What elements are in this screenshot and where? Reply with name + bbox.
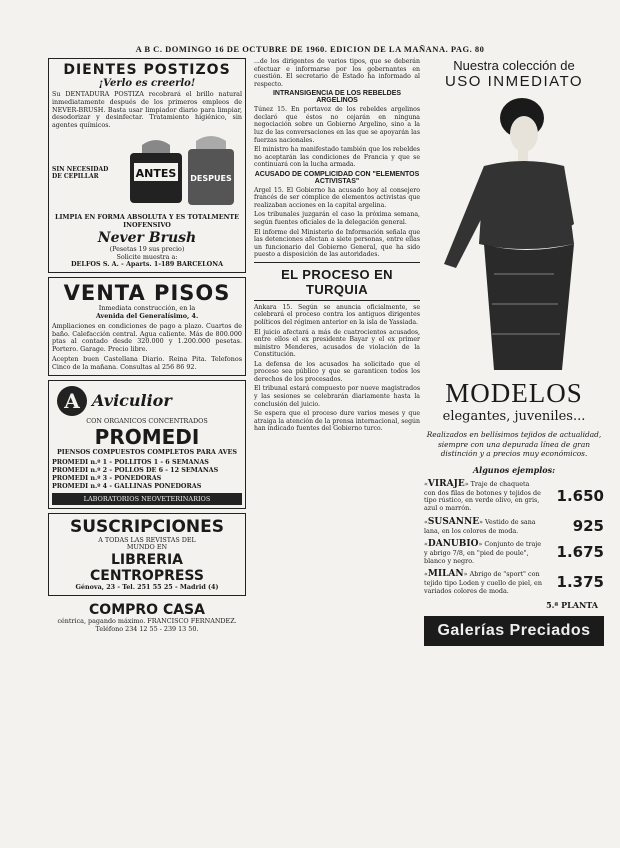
woman-figure-icon (424, 94, 604, 374)
article-paragraph: Túnez 15. En portavoz de los rebeldes argelinos declaró que éstos no cejarán en ninguna negociación sobre un Gobierno Argelino, sino a la luz de las conversaciones en las que se apoyarán las fuerzas nacionales. (254, 106, 420, 144)
product-list (424, 479, 604, 596)
ad-product-name: Never Brush (97, 229, 197, 246)
ad-subtitle: elegantes, juveniles... (442, 409, 586, 424)
left-column (48, 58, 246, 636)
ad-logo-text: Aviculior (92, 391, 172, 411)
article-paragraph: El juicio afectará a más de cuatrocientos acusados, entre ellos el ex presidente Bayar y el ex primer ministro Menderes, acusados de violación de la Constitución. (254, 328, 420, 359)
product-price: 1.375 (556, 573, 604, 592)
product-item (424, 517, 604, 535)
ad-line: céntrica, pagando máximo. FRANCISCO FERNANDEZ. Teléfono 234 12 55 - 239 13 50. (57, 616, 237, 633)
article-paragraph: Los tribunales juzgarán el caso la próxima semana, según fuentes oficiales de la delegación general. (254, 211, 420, 226)
ad-subtitle: ¡Verlo es creerlo! (98, 78, 196, 89)
product-price: 1.650 (556, 486, 604, 505)
ad-product-1: PROMEDI n.º 1 - POLLITOS 1 - 6 SEMANAS (52, 458, 209, 467)
ad-product-4: PROMEDI n.º 4 - GALLINAS PONEDORAS (52, 481, 202, 490)
ad-examples-label: Algunos ejemplos: (472, 464, 556, 475)
product-name: VIRAJE (427, 478, 465, 489)
article-paragraph: La defensa de los acusados ha solicitado que el proceso sea público y que se garanticen todos los derechos de los procesados. (254, 360, 420, 383)
ad-address: DELFOS S. A. - Aparts. 1-189 BARCELONA (70, 260, 224, 269)
product-price: 925 (572, 516, 604, 535)
product-price: 1.675 (556, 543, 604, 562)
ad-floor: 5.ª PLANTA (546, 599, 598, 610)
ad-store-2: CENTROPRESS (90, 568, 204, 585)
ad-address: Génova, 23 - Tel. 251 55 25 - Madrid (4) (75, 583, 219, 592)
article-heading-2: ACUSADO DE COMPLICIDAD CON "ELEMENTOS ACTIVISTAS" (254, 170, 420, 185)
page-header: A B C. DOMINGO 16 DE OCTUBRE DE 1960. EDICION DE LA MAÑANA. PAG. 80 (135, 44, 485, 54)
product-description: «MILAN» Abrigo de "sport" con tejido tipo Loden y cuello de piel, en variados colores de moda. (424, 569, 542, 595)
ad-tagline: LIMPIA EN FORMA ABSOLUTA Y ES TOTALMENTE INOFENSIVO (54, 213, 240, 229)
ad-body: Ampliaciones en condiciones de pago a plazo. Cuartos de baño. Calefacción central. Agua caliente. Más de 800.000 ptas al contado desde 320.000 y 1.200.000 pesetas. Portero. Garage. Precio libre. (52, 321, 242, 354)
ad-top-2: USO INMEDIATO (444, 73, 584, 90)
ad-sub: CON ORGANICOS CONCENTRADOS (86, 416, 208, 425)
fashion-model-illustration (424, 94, 604, 374)
article-paragraph: Ankara 15. Según se anuncia oficialmente, se celebrará el proceso contra los antiguos dirigentes políticos del régimen anterior en la isla de Yassiada. (254, 303, 420, 326)
product-name: SUSANNE (427, 516, 480, 527)
article-paragraph: El tribunal estará compuesto por nueve magistrados y las sesiones se celebrarán diariamente hasta la conclusión del juicio. (254, 385, 420, 408)
ad-request: Solicite muestra a: (116, 252, 178, 261)
product-text: Abrigo de "sport" con tejido tipo Loden y cuello de piel, en variados colores de moda. (424, 570, 542, 595)
ad-line-2: MUNDO EN (126, 543, 168, 552)
ad-title: COMPRO CASA (89, 601, 205, 618)
product-name: DANUBIO (427, 539, 479, 550)
article-paragraph: Se espera que el proceso dure varios meses y que atraiga la atención de la prensa internacional, según han indicado fuentes del Gobierno turco. (254, 410, 420, 433)
ad-store-1: LIBRERIA (111, 552, 183, 569)
ad-dientes-postizos (48, 58, 246, 273)
ad-galerias-preciados (424, 58, 604, 646)
ad-title: DIENTES POSTIZOS (63, 62, 231, 78)
middle-column (254, 58, 420, 435)
article-paragraph: El informe del Ministerio de Información señala que las detenciones afectan a siete personas, entre ellas un funcionario del Gobierno General, que ha sido puesto a disposición de las autoridades. (254, 228, 420, 259)
product-description: «SUSANNE» Vestido de sana lana, en los colores de moda. (424, 516, 536, 535)
product-description: «VIRAJE» Traje de chaqueta con dos filas de botones y tejidos de tipo rústico, en verde olivo, en gris, azul o marrón. (424, 478, 541, 513)
ad-line-2: Avenida del Generalísimo, 4. (95, 311, 199, 320)
ad-line-1: A TODAS LAS REVISTAS DEL (98, 535, 196, 544)
can-2-label: DESPUES (190, 174, 232, 184)
can-1-label: ANTES (135, 167, 177, 181)
product-text: Vestido de sana lana, en los colores de moda. (424, 517, 536, 535)
ad-product-2: PROMEDI n.º 2 - POLLOS DE 6 - 12 SEMANAS (52, 466, 219, 475)
ad-illustration (52, 132, 242, 214)
ad-contact: Acepten buen Castellana Diario. Reina Pita. Telefonos Cinco de la mañana. Consultas al 256 86 92. (52, 355, 242, 371)
ad-compro-casa (48, 600, 246, 636)
ad-promedi (48, 380, 246, 509)
ad-suscripciones (48, 513, 246, 596)
ad-product-3: PROMEDI n.º 3 - PONEDORAS (52, 473, 162, 482)
ad-top-1: Nuestra colección de (453, 58, 575, 73)
article-title: EL PROCESO EN TURQUIA (281, 266, 393, 297)
ad-big-title: MODELOS (445, 378, 583, 408)
ad-desc: PIENSOS COMPUESTOS COMPLETOS PARA AVES (56, 448, 238, 457)
ad-price-note: (Pesetas 19 sus precio) (109, 244, 185, 253)
article-paragraph: El ministro ha manifestado también que los rebeldes no aceptarán las condiciones de Francia y que se continuará con la lucha armada. (254, 146, 420, 169)
svg-text:A: A (64, 388, 80, 413)
ad-brand: PROMEDI (94, 425, 200, 450)
product-item (424, 479, 604, 513)
divider (254, 262, 420, 263)
ad-line-1: Inmediata construcción, en la (98, 304, 196, 313)
article-paragraph: Argel 15. El Gobierno ha acusado hoy al consejero francés de ser cómplice de elementos activistas que realizaban acciones en la capital argelina. (254, 186, 420, 209)
product-text: Traje de chaqueta con dos filas de botones y tejidos de tipo rústico, en verde olivo, en gris, azul o marrón. (424, 479, 541, 513)
ad-body: Su DENTADURA POSTIZA recobrará el brillo natural inmediatamente después de los primeros empleos de NEVER-BRUSH. Basta usar limpiador diario para limpiar, desodorizar y desinfectar. Tratamiento higiénico, sin agentes químicos. (52, 90, 242, 130)
divider (254, 300, 420, 301)
ad-venta-pisos (48, 277, 246, 376)
product-text: Conjunto de traje y abrigo 7/8, en "pied de poule", blanco y negro. (424, 540, 542, 565)
denture-can-illustration (122, 133, 242, 213)
product-name: MILAN (427, 569, 464, 580)
ad-description: Realizados en bellísimos tejidos de actualidad, siempre con una depurada línea de gran distinción y a precios muy económicos. (426, 430, 602, 459)
store-logo: Galerías Preciados (424, 616, 604, 646)
product-item (424, 539, 604, 565)
article-intro: ...de los dirigentes de varios tipos, que se deberán efectuar e informarse por los gobernantes en cuestión. El secretario de Estado ha informado al respecto. (254, 58, 420, 88)
ad-side-note: SIN NECESIDAD DE CEPILLAR (52, 166, 109, 181)
article-heading-1: INTRANSIGENCIA DE LOS REBELDES ARGELINOS (272, 90, 402, 105)
ad-lab: LABORATORIOS NEOVETERINARIOS (52, 493, 242, 505)
product-description: «DANUBIO» Conjunto de traje y abrigo 7/8, en "pied de poule", blanco y negro. (424, 539, 542, 565)
hen-icon (52, 384, 92, 418)
ad-title: VENTA PISOS (63, 281, 231, 306)
product-item (424, 569, 604, 595)
ad-title: SUSCRIPCIONES (70, 516, 224, 537)
